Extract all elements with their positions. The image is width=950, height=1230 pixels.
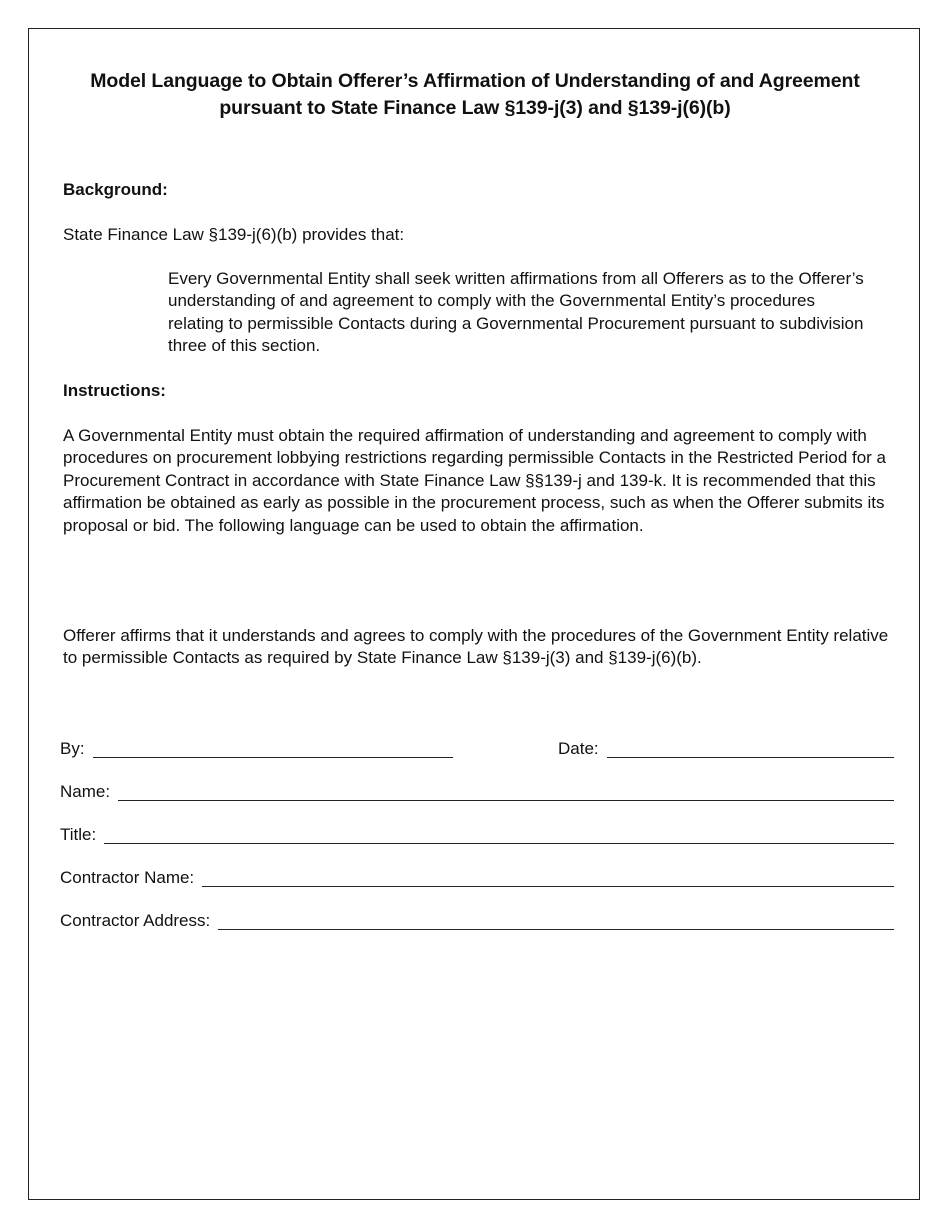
- title-label: Title:: [60, 825, 97, 844]
- by-signature-line[interactable]: [93, 739, 453, 758]
- background-intro: State Finance Law §139-j(6)(b) provides that:: [63, 225, 405, 244]
- contractor-address-line[interactable]: [218, 911, 894, 930]
- background-quote: Every Governmental Entity shall seek written affirmations from all Offerers as to the Offerer’s understanding of and agreement to comply with the Governmental Entity’s procedures relating to permissible Contacts during a Governmental Procurement pursuant to subdivision three of this section.: [168, 269, 864, 356]
- name-line[interactable]: [118, 782, 894, 801]
- date-label: Date:: [558, 739, 599, 758]
- instructions-text: A Governmental Entity must obtain the required affirmation of understanding and agreement to comply with procedures on procurement lobbying restrictions regarding permissible Contacts in the Restricted Period for a Procurement Contract in accordance with State Finance Law §§139-j and 139-k. It is recommended that this affirmation be obtained as early as possible in the procurement process, such as when the Offerer submits its proposal or bid. The following language can be used to obtain the affirmation.: [63, 426, 887, 535]
- affirmation-text: Offerer affirms that it understands and agrees to comply with the procedures of the Government Entity relative to permissible Contacts as required by State Finance Law §139-j(3) and §139-j(6)(b).: [63, 626, 889, 668]
- contractor-name-line[interactable]: [202, 868, 894, 887]
- instructions-heading: Instructions:: [63, 381, 166, 400]
- page-border: [28, 28, 920, 1200]
- name-label: Name:: [60, 782, 111, 801]
- by-label: By:: [60, 739, 85, 758]
- date-field: [558, 738, 894, 760]
- background-heading: Background:: [63, 180, 168, 199]
- document-title: Model Language to Obtain Offerer’s Affirmation of Understanding of and Agreement pursuant to State Finance Law §139-j(3) and §139-j(6)(b): [90, 70, 860, 119]
- name-field: [60, 781, 894, 803]
- date-line[interactable]: [607, 739, 894, 758]
- title-line[interactable]: [104, 825, 894, 844]
- contractor-name-label: Contractor Name:: [60, 868, 195, 887]
- contractor-name-field: [60, 867, 894, 889]
- title-field: [60, 824, 894, 846]
- by-field: [60, 738, 453, 760]
- contractor-address-field: [60, 910, 894, 932]
- contractor-address-label: Contractor Address:: [60, 911, 211, 930]
